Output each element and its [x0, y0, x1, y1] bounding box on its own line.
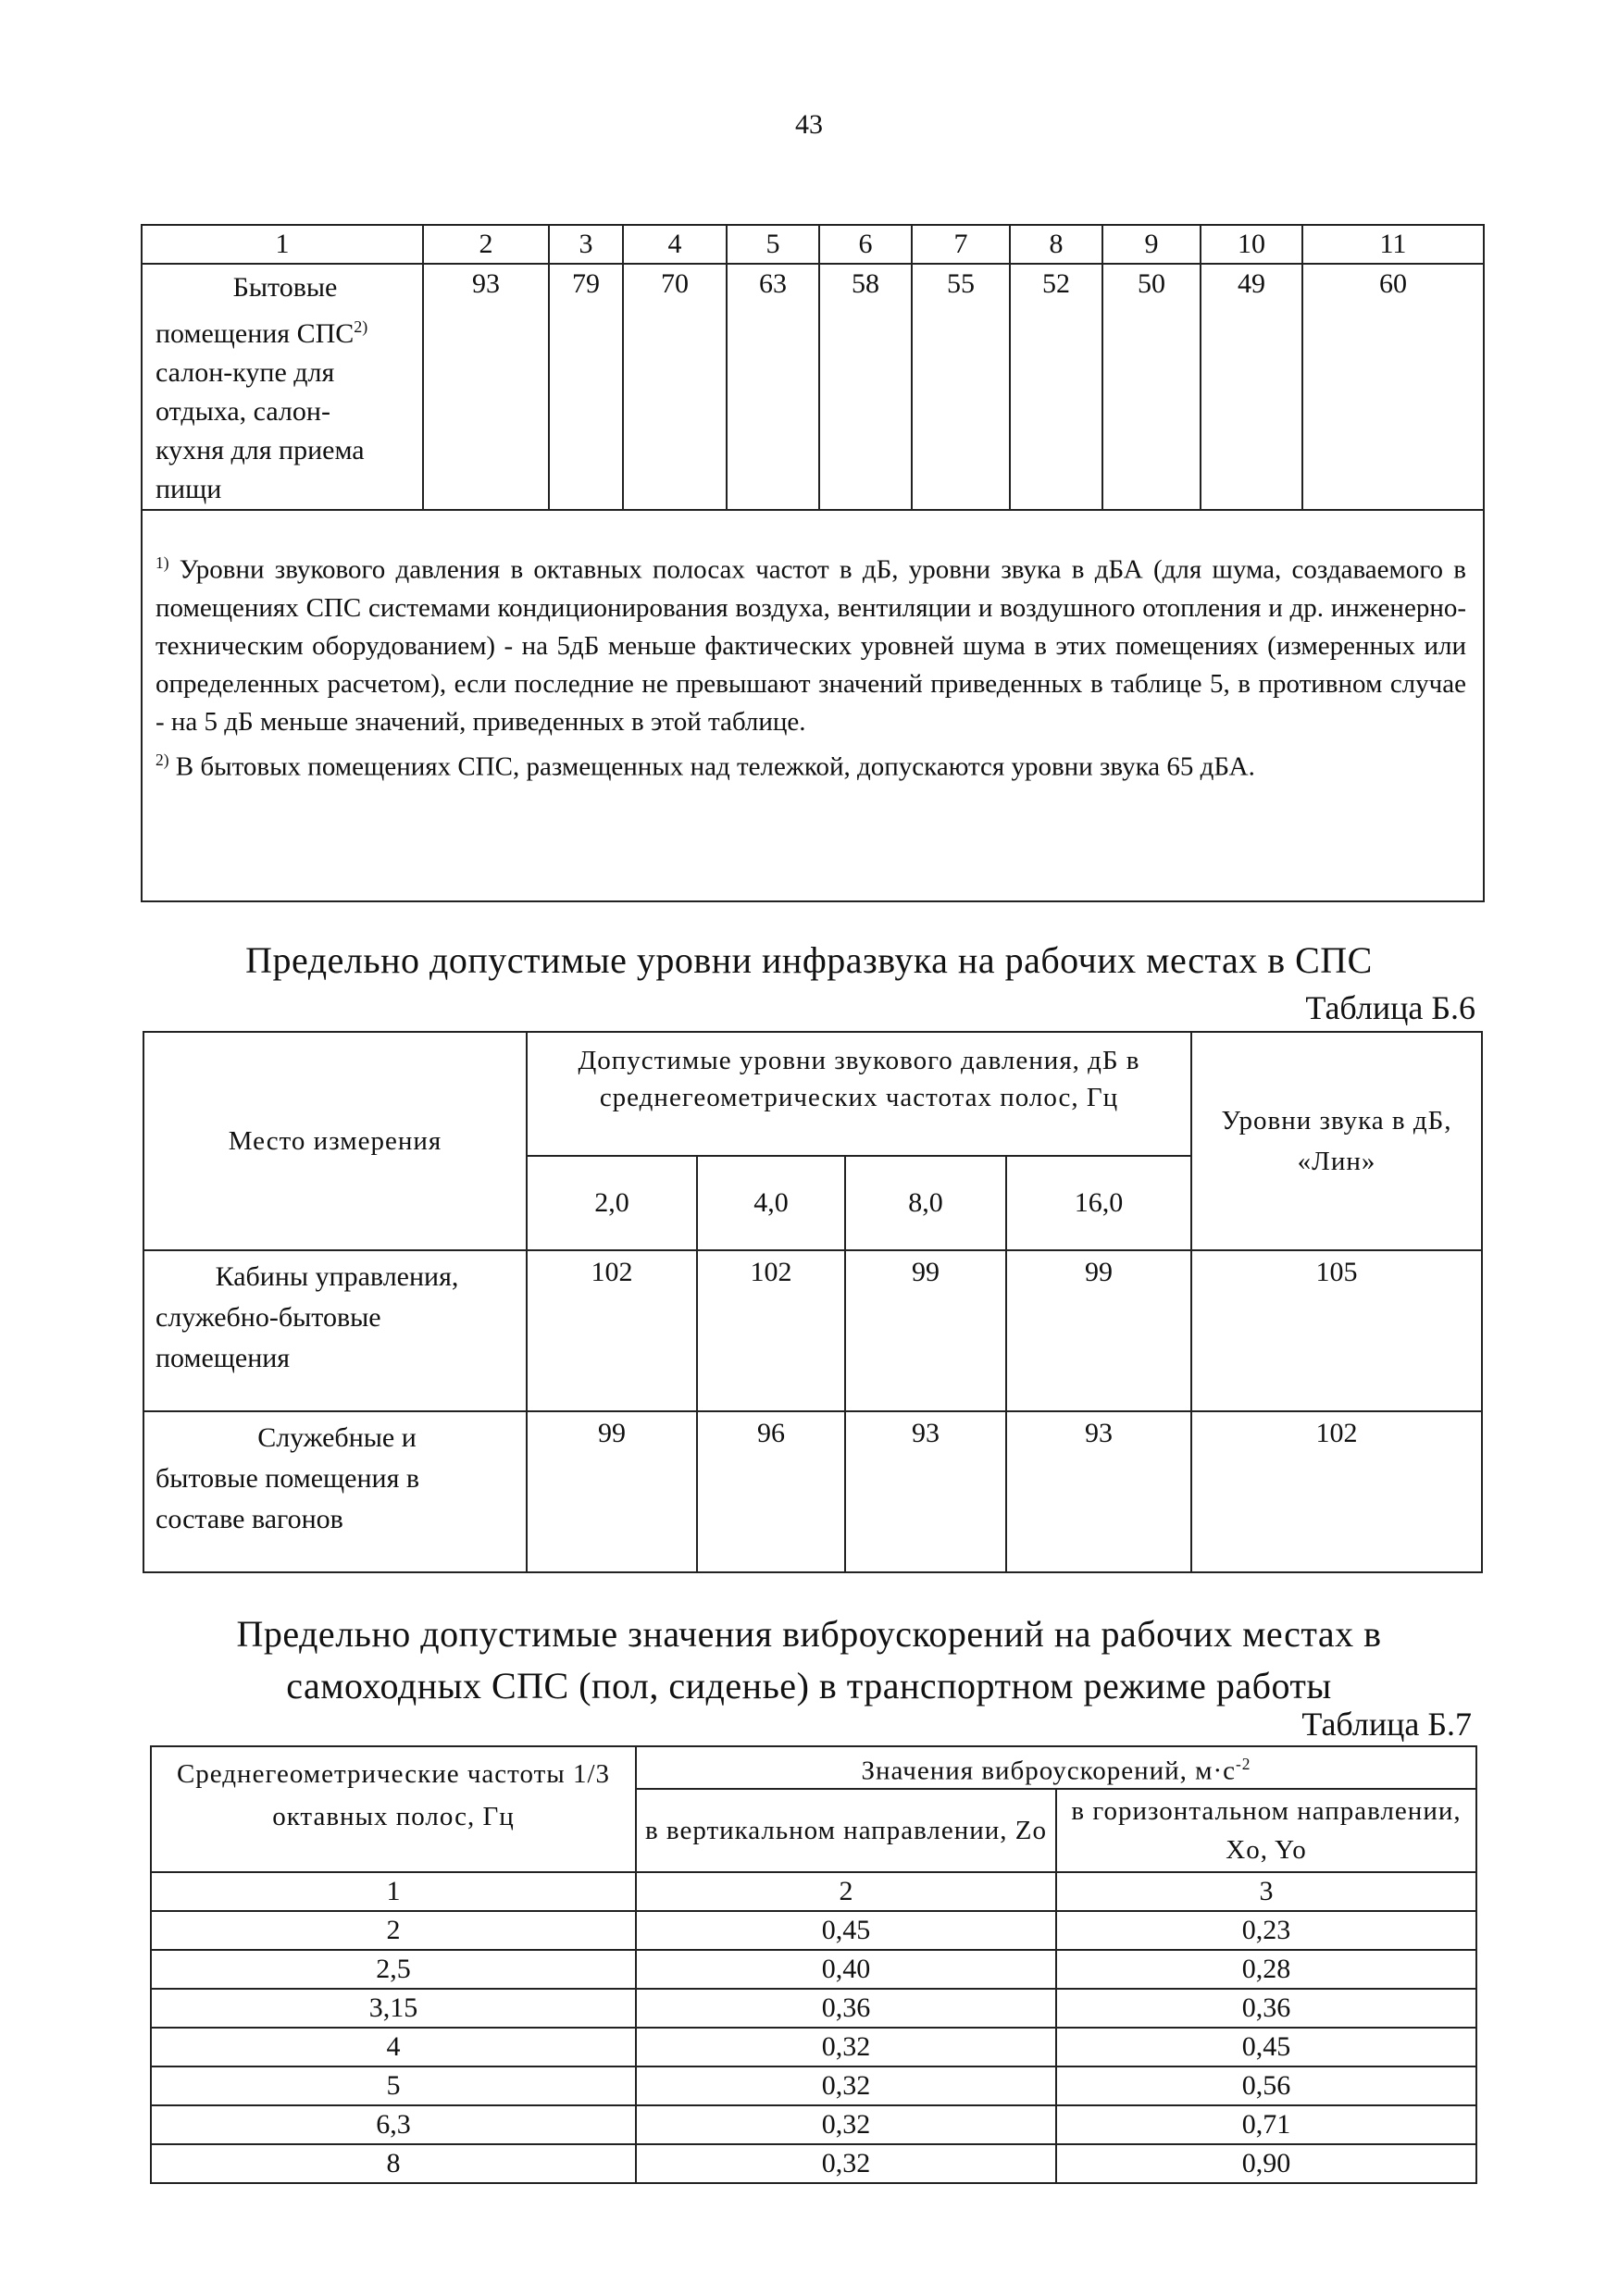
vertical-value-cell: 0,32 [636, 2144, 1056, 2183]
footnote-2 [156, 741, 1466, 787]
footnotes-cell [142, 510, 1484, 901]
frequency-header: 16,0 [1006, 1156, 1191, 1250]
horizontal-value-cell: 0,56 [1056, 2066, 1476, 2105]
place-first-line: Кабины управления, [215, 1261, 459, 1292]
place-rest: служебно-бытовые помещения [156, 1302, 381, 1373]
horizontal-value-cell: 0,71 [1056, 2105, 1476, 2144]
footnote-ref: 2) [354, 317, 368, 336]
table-row [151, 1989, 1476, 2028]
vertical-value-cell: 0,32 [636, 2105, 1056, 2144]
vibration-title-line-2: самоходных СПС (пол, сиденье) в транспортном режиме работы [286, 1665, 1332, 1706]
column-number: 4 [623, 225, 727, 264]
value-cell: 93 [845, 1411, 1006, 1572]
frequency-header: 2,0 [527, 1156, 697, 1250]
place-column-header: Место измерения [143, 1032, 527, 1250]
value-cell: 99 [1006, 1250, 1191, 1411]
horizontal-value-cell: 0,28 [1056, 1950, 1476, 1989]
horizontal-value-cell: 0,90 [1056, 2144, 1476, 2183]
frequency-header: 8,0 [845, 1156, 1006, 1250]
vertical-value-cell: 0,40 [636, 1950, 1056, 1989]
column-number: 7 [912, 225, 1010, 264]
header-row [151, 1746, 1476, 1789]
acceleration-group-header [636, 1746, 1476, 1789]
footnotes-row [142, 510, 1484, 901]
value-cell: 99 [527, 1411, 697, 1572]
vibration-table-title [0, 1608, 1618, 1712]
footnote-1 [156, 544, 1466, 741]
value-cell: 102 [527, 1250, 697, 1411]
table-row [151, 2028, 1476, 2066]
value-cell: 93 [423, 264, 549, 510]
value-cell: 102 [1191, 1411, 1482, 1572]
vertical-value-cell: 0,32 [636, 2028, 1056, 2066]
vertical-value-cell: 0,45 [636, 1911, 1056, 1950]
room-name-part: помещения СПС [156, 318, 355, 349]
table-row [151, 2066, 1476, 2105]
table-row [142, 264, 1484, 510]
value-cell: 70 [623, 264, 727, 510]
value-cell: 63 [727, 264, 819, 510]
frequency-cell: 4 [151, 2028, 636, 2066]
vertical-value-cell: 0,32 [636, 2066, 1056, 2105]
column-number-row [151, 1872, 1476, 1911]
room-name-first-line: Бытовые [232, 272, 338, 303]
acceleration-group-label: Значения виброускорений, м·с [861, 1756, 1237, 1786]
value-cell: 105 [1191, 1250, 1482, 1411]
frequency-header: 4,0 [697, 1156, 845, 1250]
value-cell: 102 [697, 1250, 845, 1411]
value-cell: 52 [1010, 264, 1102, 510]
column-number: 9 [1102, 225, 1201, 264]
value-cell: 79 [549, 264, 623, 510]
infrasound-table-label: Таблица Б.6 [1305, 989, 1475, 1026]
table-row [151, 1950, 1476, 1989]
value-cell: 58 [819, 264, 912, 510]
column-number: 2 [423, 225, 549, 264]
horizontal-value-cell: 0,23 [1056, 1911, 1476, 1950]
infrasound-table-title: Предельно допустимые уровни инфразвука на рабочих местах в СПС [245, 939, 1373, 981]
column-number: 11 [1302, 225, 1484, 264]
vertical-value-cell: 0,36 [636, 1989, 1056, 2028]
place-rest: бытовые помещения в составе вагонов [156, 1463, 420, 1534]
column-number: 6 [819, 225, 912, 264]
vibration-title-line-1: Предельно допустимые значения виброускорений на рабочих местах в [236, 1613, 1382, 1655]
column-number: 8 [1010, 225, 1102, 264]
column-number: 10 [1201, 225, 1302, 264]
value-cell: 99 [845, 1250, 1006, 1411]
value-cell: 50 [1102, 264, 1201, 510]
value-cell: 49 [1201, 264, 1302, 510]
table-row [151, 2144, 1476, 2183]
frequency-cell: 5 [151, 2066, 636, 2105]
room-name-cell [142, 264, 423, 510]
column-number: 1 [142, 225, 423, 264]
value-cell: 55 [912, 264, 1010, 510]
pressure-levels-group-header: Допустимые уровни звукового давления, дБ в среднегеометрических частотах полос, Гц [527, 1032, 1191, 1156]
sound-level-column-header: Уровни звука в дБ, «Лин» [1191, 1032, 1482, 1250]
horizontal-column-header: в горизонтальном направлении, Xo, Yo [1056, 1789, 1476, 1872]
horizontal-value-cell: 0,45 [1056, 2028, 1476, 2066]
table-row [143, 1411, 1482, 1572]
place-first-line: Служебные и [257, 1422, 417, 1453]
column-number-row [142, 225, 1484, 264]
column-number: 5 [727, 225, 819, 264]
column-number: 1 [151, 1872, 636, 1911]
table-row [151, 2105, 1476, 2144]
footnote-1-marker: 1) [156, 553, 169, 572]
vertical-column-header: в вертикальном направлении, Zo [636, 1789, 1056, 1872]
vibration-table-label: Таблица Б.7 [1301, 1706, 1472, 1743]
value-cell: 96 [697, 1411, 845, 1572]
frequency-cell: 2 [151, 1911, 636, 1950]
table-row [151, 1911, 1476, 1950]
value-cell: 60 [1302, 264, 1484, 510]
page-number: 43 [795, 109, 823, 140]
room-name-rest: салон-купе для отдыха, салон- кухня для приема пищи [156, 357, 365, 504]
place-cell [143, 1411, 527, 1572]
horizontal-value-cell: 0,36 [1056, 1989, 1476, 2028]
frequency-cell: 2,5 [151, 1950, 636, 1989]
value-cell: 93 [1006, 1411, 1191, 1572]
header-row [143, 1032, 1482, 1156]
footnote-2-marker: 2) [156, 750, 169, 769]
infrasound-table [143, 1031, 1483, 1573]
column-number: 3 [1056, 1872, 1476, 1911]
frequency-cell: 8 [151, 2144, 636, 2183]
table-row [143, 1250, 1482, 1411]
place-cell [143, 1250, 527, 1411]
footnote-2-text: В бытовых помещениях СПС, размещенных над тележкой, допускаются уровни звука 65 дБА. [168, 751, 1255, 782]
footnote-1-text: Уровни звукового давления в октавных полосах частот в дБ, уровни звука в дБА (для шума, создаваемого в помещениях СПС системами кондиционирования воздуха, вентиляции и воздушного отопления и др. инженерно-техническим оборудованием) - на 5дБ меньше фактических уровней шума в этих помещениях (измеренных или определенных расчетом), если последние не превышают значений приведенных в таблице 5, в противном случае - на 5 дБ меньше значений, приведенных в этой таблице. [156, 554, 1466, 737]
unit-exponent: -2 [1236, 1755, 1251, 1773]
frequency-column-header: Среднегеометрические частоты 1/3 октавных полос, Гц [151, 1746, 636, 1872]
vibration-table [150, 1745, 1477, 2184]
frequency-cell: 3,15 [151, 1989, 636, 2028]
noise-levels-table-continuation [141, 224, 1485, 902]
column-number: 2 [636, 1872, 1056, 1911]
frequency-cell: 6,3 [151, 2105, 636, 2144]
column-number: 3 [549, 225, 623, 264]
